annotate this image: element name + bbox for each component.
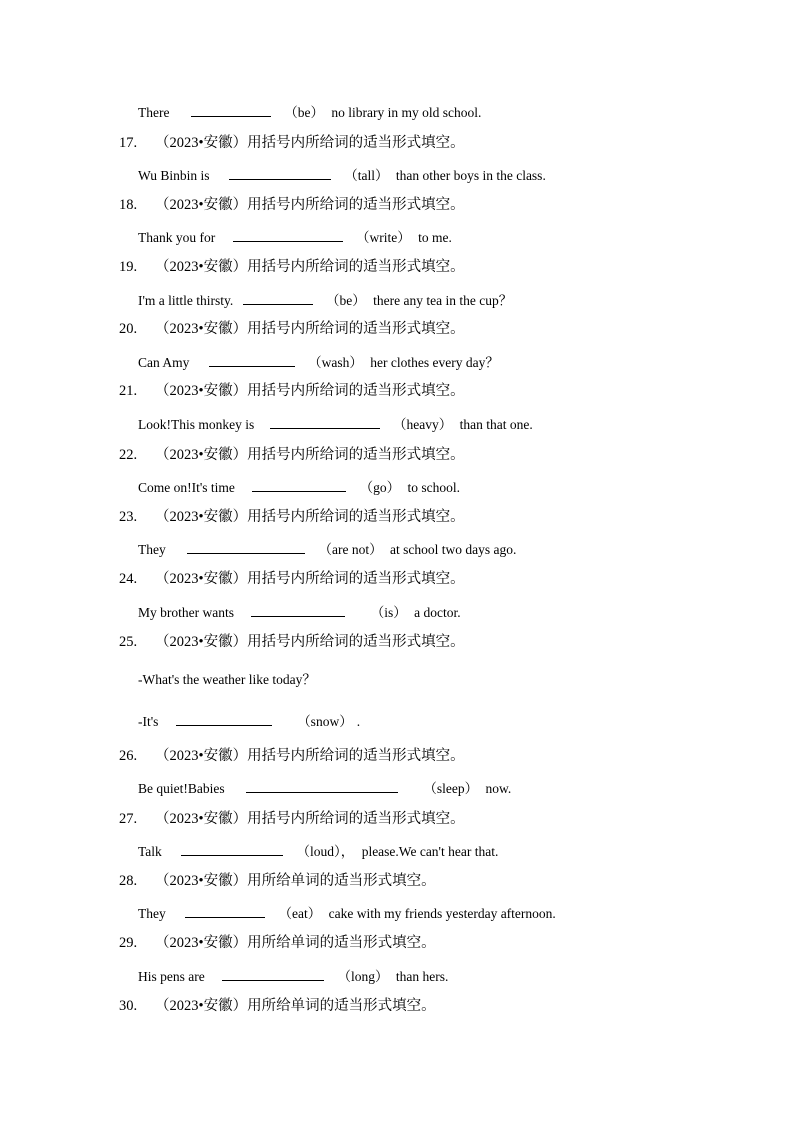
sentence-start: Be quiet!Babies — [138, 781, 225, 796]
question-line — [119, 382, 465, 400]
question-number: 21. — [119, 383, 138, 399]
answer-line — [138, 415, 533, 434]
sentence-end: than that one. — [459, 417, 533, 432]
sentence-start: They — [138, 542, 166, 557]
sentence-start: Wu Binbin is — [138, 168, 210, 183]
question-instruction: （2023•安徽）用括号内所给词的适当形式填空。 — [155, 571, 465, 587]
answer-line — [138, 353, 499, 372]
question-line — [119, 196, 465, 214]
sentence-end: please.We can't hear that. — [361, 844, 499, 859]
question-line — [119, 134, 465, 152]
answer-blank[interactable] — [209, 353, 295, 367]
sentence-end: her clothes every day？ — [370, 355, 499, 370]
question-number: 26. — [119, 748, 138, 764]
question-number: 17. — [119, 135, 138, 151]
answer-line — [138, 291, 512, 310]
question-number: 18. — [119, 197, 138, 213]
answer-blank[interactable] — [229, 166, 331, 180]
sentence-end: than hers. — [395, 969, 449, 984]
question-instruction: （2023•安徽）用括号内所给词的适当形式填空。 — [155, 135, 465, 151]
given-word: （snow） — [297, 714, 353, 729]
question-line — [119, 320, 465, 338]
given-word: （is） — [370, 605, 407, 620]
answer-line — [138, 103, 481, 122]
question-number: 28. — [119, 873, 138, 889]
question-instruction: （2023•安徽）用所给单词的适当形式填空。 — [155, 873, 436, 889]
dialogue-line — [138, 671, 316, 689]
given-word: （loud）， — [296, 844, 355, 859]
question-line — [119, 570, 465, 588]
answer-blank[interactable] — [185, 904, 265, 918]
answer-line — [138, 540, 516, 559]
given-word: （eat） — [278, 906, 322, 921]
question-instruction: （2023•安徽）用括号内所给词的适当形式填空。 — [155, 748, 465, 764]
sentence-end: there any tea in the cup？ — [373, 293, 513, 308]
question-line — [119, 997, 436, 1015]
question-line — [119, 872, 436, 890]
given-word: （are not） — [318, 542, 383, 557]
sentence-start: His pens are — [138, 969, 205, 984]
question-number: 19. — [119, 259, 138, 275]
answer-blank[interactable] — [191, 103, 271, 117]
given-word: （heavy） — [393, 417, 453, 432]
question-instruction: （2023•安徽）用括号内所给词的适当形式填空。 — [155, 197, 465, 213]
answer-line — [138, 603, 461, 622]
question-line — [119, 446, 465, 464]
sentence-start: There — [138, 105, 170, 120]
given-word: （tall） — [344, 168, 389, 183]
question-number: 25. — [119, 634, 138, 650]
answer-line — [138, 842, 498, 861]
question-line — [119, 508, 465, 526]
answer-blank[interactable] — [246, 779, 398, 793]
answer-blank[interactable] — [233, 228, 343, 242]
sentence-start: I'm a little thirsty. — [138, 293, 234, 308]
sentence-start: My brother wants — [138, 605, 234, 620]
sentence-start: Come on!It's time — [138, 480, 235, 495]
question-instruction: （2023•安徽）用括号内所给词的适当形式填空。 — [155, 259, 465, 275]
question-number: 29. — [119, 935, 138, 951]
answer-line — [138, 779, 511, 798]
question-instruction: （2023•安徽）用括号内所给词的适当形式填空。 — [155, 321, 465, 337]
answer-blank[interactable] — [187, 540, 305, 554]
given-word: （be） — [326, 293, 366, 308]
answer-line — [138, 228, 452, 247]
sentence-end: to me. — [418, 230, 452, 245]
answer-blank[interactable] — [181, 842, 283, 856]
sentence-end: to school. — [407, 480, 461, 495]
question-instruction: （2023•安徽）用括号内所给词的适当形式填空。 — [155, 811, 465, 827]
question-line — [119, 747, 465, 765]
question-instruction: （2023•安徽）用所给单词的适当形式填空。 — [155, 998, 436, 1014]
sentence-start: Can Amy — [138, 355, 190, 370]
question-line — [119, 258, 465, 276]
answer-blank[interactable] — [222, 967, 324, 981]
answer-line — [138, 712, 360, 731]
sentence-end: now. — [485, 781, 512, 796]
question-instruction: （2023•安徽）用所给单词的适当形式填空。 — [155, 935, 436, 951]
given-word: （go） — [359, 480, 401, 495]
given-word: （be） — [284, 105, 324, 120]
sentence-start: Thank you for — [138, 230, 216, 245]
question-number: 27. — [119, 811, 138, 827]
answer-blank[interactable] — [176, 712, 272, 726]
sentence-end: . — [356, 714, 361, 729]
question-number: 20. — [119, 321, 138, 337]
question-instruction: （2023•安徽）用括号内所给词的适当形式填空。 — [155, 383, 465, 399]
answer-blank[interactable] — [270, 415, 380, 429]
question-instruction: （2023•安徽）用括号内所给词的适当形式填空。 — [155, 509, 465, 525]
question-line — [119, 810, 465, 828]
answer-blank[interactable] — [243, 291, 313, 305]
sentence-end: at school two days ago. — [389, 542, 517, 557]
answer-blank[interactable] — [251, 603, 345, 617]
answer-line — [138, 478, 460, 497]
question-line — [119, 633, 465, 651]
answer-line — [138, 967, 448, 986]
answer-blank[interactable] — [252, 478, 346, 492]
sentence-start: Look!This monkey is — [138, 417, 255, 432]
answer-line — [138, 166, 546, 185]
sentence-start: Talk — [138, 844, 162, 859]
sentence-end: cake with my friends yesterday afternoon. — [328, 906, 556, 921]
sentence-end: than other boys in the class. — [395, 168, 546, 183]
question-instruction: （2023•安徽）用括号内所给词的适当形式填空。 — [155, 447, 465, 463]
sentence-start: -It's — [138, 714, 159, 729]
question-instruction: （2023•安徽）用括号内所给词的适当形式填空。 — [155, 634, 465, 650]
given-word: （write） — [355, 230, 411, 245]
sentence-end: a doctor. — [414, 605, 461, 620]
sentence-end: no library in my old school. — [331, 105, 482, 120]
given-word: （sleep） — [423, 781, 479, 796]
dialogue-question: -What's the weather like today？ — [138, 672, 316, 687]
question-line — [119, 934, 436, 952]
given-word: （wash） — [308, 355, 363, 370]
question-number: 23. — [119, 509, 138, 525]
given-word: （long） — [337, 969, 389, 984]
answer-line — [138, 904, 556, 923]
sentence-start: They — [138, 906, 166, 921]
question-number: 30. — [119, 998, 138, 1014]
question-number: 22. — [119, 447, 138, 463]
question-number: 24. — [119, 571, 138, 587]
